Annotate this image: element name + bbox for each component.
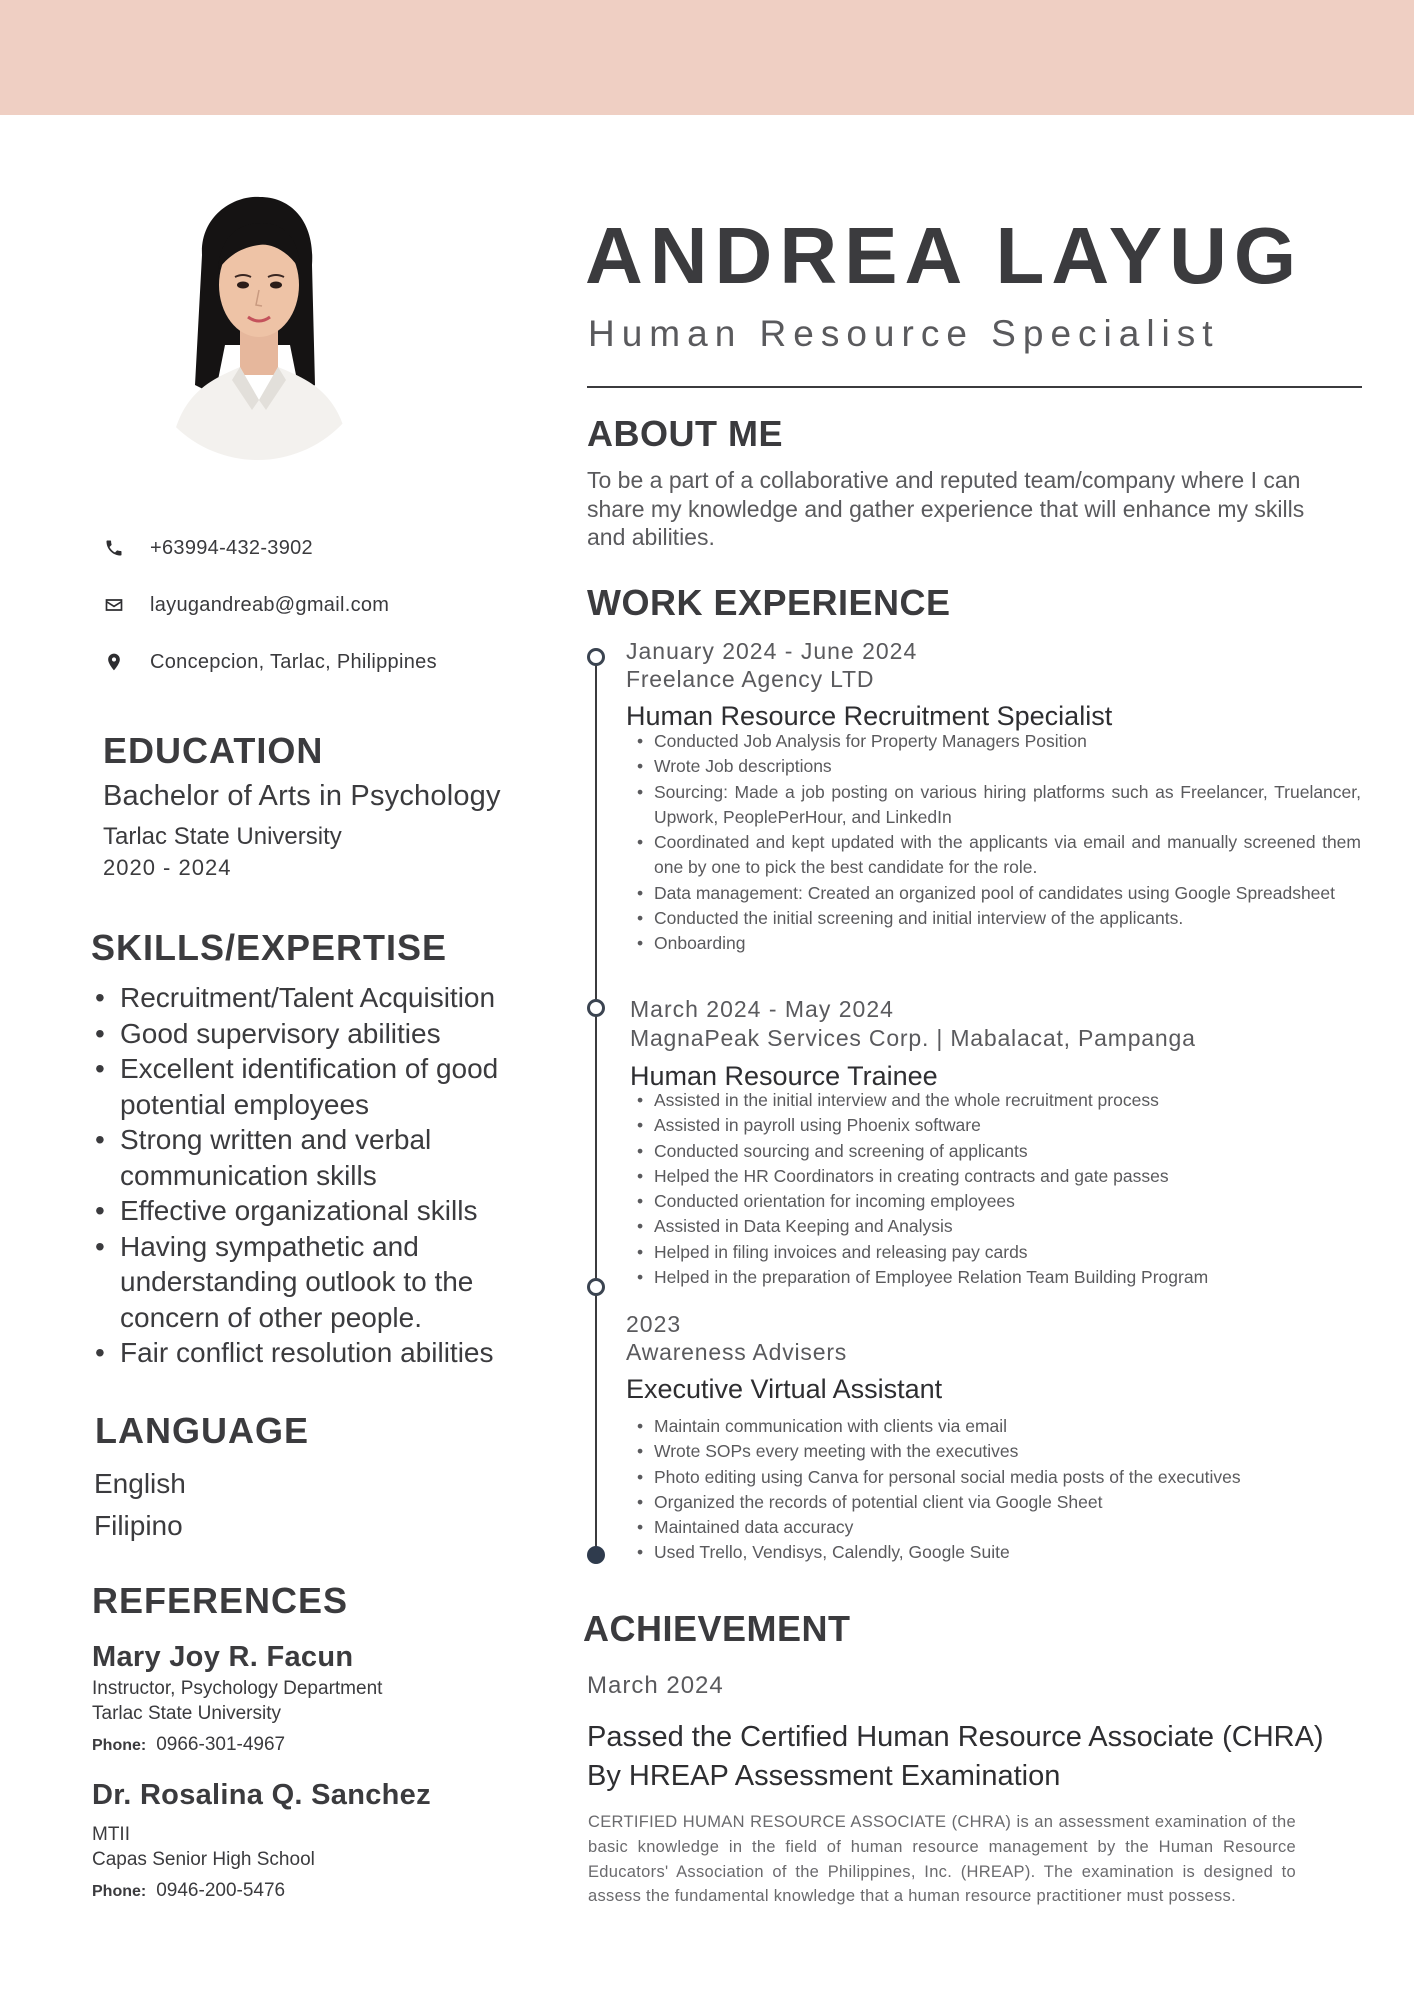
phone-icon [100,536,128,560]
mail-icon [100,593,128,617]
skills-list [95,980,535,1371]
duty-item: • Data management: Created an organized pool of candidates using Google Spreadsheet [634,881,1361,906]
achievement-description: CERTIFIED HUMAN RESOURCE ASSOCIATE (CHRA) is an assessment examination of the basic knowledge in the field of human resource management by the Human Resource Educators' Association of the Philippines, Inc. (HREAP). The examination is designed to assess the fundamental knowledge that a human resource practitioner must possess. [588,1813,1296,1906]
education-years: 2020 - 2024 [103,855,232,880]
achievement-heading: ACHIEVEMENT [583,1608,851,1649]
reference-phone-label: Phone: [92,1737,147,1754]
timeline-node [587,999,605,1017]
achievement-title: Passed the Certified Human Resource Associate (CHRA) By HREAP Assessment Examination [587,1721,1324,1792]
location-text: Concepcion, Tarlac, Philippines [150,650,437,673]
reference-org: Capas Senior High School [92,1849,315,1870]
achievement-date: March 2024 [587,1672,724,1699]
education-school: Tarlac State University [103,823,342,850]
location-pin-icon [100,650,128,674]
job-duties-list [634,729,1361,957]
candidate-name: ANDREA LAYUG [585,211,1304,300]
about-heading: ABOUT ME [587,413,783,454]
duty-item: • Coordinated and kept updated with the applicants via email and manually screened them one by one to pick the best candidate for the role. [634,830,1361,881]
portrait-image [140,195,375,460]
duty-item: • Used Trello, Vendisys, Calendly, Google Suite [634,1540,1361,1565]
job-company: Freelance Agency LTD [626,666,875,692]
skill-item: • Fair conflict resolution abilities [95,1335,535,1371]
skill-item: • Excellent identification of good potential employees [95,1051,535,1122]
skill-item: • Strong written and verbal communication skills [95,1122,535,1193]
language-item: English [94,1468,186,1499]
contact-phone [100,536,313,560]
reference-phone-number: 0966-301-4967 [156,1734,286,1755]
duty-item: • Sourcing: Made a job posting on various hiring platforms such as Freelancer, Truelancer, Upwork, PeoplePerHour, and LinkedIn [634,780,1361,831]
duty-item: • Assisted in Data Keeping and Analysis [634,1214,1361,1239]
reference-name: Dr. Rosalina Q. Sanchez [92,1779,431,1811]
duty-item: • Helped the HR Coordinators in creating contracts and gate passes [634,1164,1361,1189]
header-divider [587,386,1362,388]
skill-item: • Having sympathetic and understanding outlook to the concern of other people. [95,1229,535,1336]
duty-item: • Conducted sourcing and screening of applicants [634,1139,1361,1164]
references-heading: REFERENCES [92,1580,349,1621]
reference-phone [92,1734,285,1756]
job-date: January 2024 - June 2024 [626,638,918,664]
reference-phone [92,1880,285,1902]
reference-phone-label: Phone: [92,1883,147,1900]
duty-item: • Maintained data accuracy [634,1515,1361,1540]
reference-name: Mary Joy R. Facun [92,1641,354,1673]
about-text: To be a part of a collaborative and reputed team/company where I can share my knowledge and gather experience that will enhance my skills and abilities. [587,467,1305,550]
timeline-line [595,656,597,1554]
contact-location [100,650,437,674]
timeline-node [587,648,605,666]
reference-org: Tarlac State University [92,1703,282,1724]
reference-position: Instructor, Psychology Department [92,1678,383,1699]
email-address[interactable]: layugandreab@gmail.com [150,593,390,616]
duty-item: • Conducted orientation for incoming employees [634,1189,1361,1214]
work-heading: WORK EXPERIENCE [587,582,951,623]
timeline-node [587,1278,605,1296]
reference-position: MTII [92,1824,130,1845]
education-heading: EDUCATION [103,730,324,771]
job-date: 2023 [626,1311,682,1337]
duty-item: • Assisted in the initial interview and the whole recruitment process [634,1088,1361,1113]
language-item: Filipino [94,1510,183,1541]
duty-item: • Wrote SOPs every meeting with the executives [634,1439,1361,1464]
skill-item: • Effective organizational skills [95,1193,535,1229]
job-role: Human Resource Trainee [630,1061,938,1091]
job-duties-list [634,1414,1361,1566]
duty-item: • Wrote Job descriptions [634,754,1361,779]
reference-phone-number: 0946-200-5476 [156,1880,286,1901]
job-company: MagnaPeak Services Corp. | Mabalacat, Pampanga [630,1025,1196,1051]
skill-item: • Good supervisory abilities [95,1016,535,1052]
duty-item: • Onboarding [634,931,1361,956]
duty-item: • Helped in filing invoices and releasing pay cards [634,1240,1361,1265]
skills-heading: SKILLS/EXPERTISE [91,927,448,968]
duty-item: • Conducted Job Analysis for Property Managers Position [634,729,1361,754]
job-duties-list [634,1088,1361,1290]
education-degree: Bachelor of Arts in Psychology [103,780,501,812]
candidate-title: Human Resource Specialist [588,313,1220,354]
job-role: Human Resource Recruitment Specialist [626,701,1113,731]
duty-item: • Organized the records of potential client via Google Sheet [634,1490,1361,1515]
contact-email [100,593,389,617]
job-company: Awareness Advisers [626,1339,848,1365]
duty-item: • Helped in the preparation of Employee Relation Team Building Program [634,1265,1361,1290]
skill-item: • Recruitment/Talent Acquisition [95,980,535,1016]
duty-item: • Photo editing using Canva for personal social media posts of the executives [634,1465,1361,1490]
header-band [0,0,1414,115]
profile-photo [140,195,375,460]
job-role: Executive Virtual Assistant [626,1374,943,1404]
duty-item: • Conducted the initial screening and initial interview of the applicants. [634,906,1361,931]
duty-item: • Maintain communication with clients via email [634,1414,1361,1439]
timeline-end-node [587,1546,605,1564]
job-date: March 2024 - May 2024 [630,996,894,1022]
duty-item: • Assisted in payroll using Phoenix software [634,1113,1361,1138]
language-heading: LANGUAGE [95,1410,309,1451]
phone-number: +63994-432-3902 [150,536,313,559]
